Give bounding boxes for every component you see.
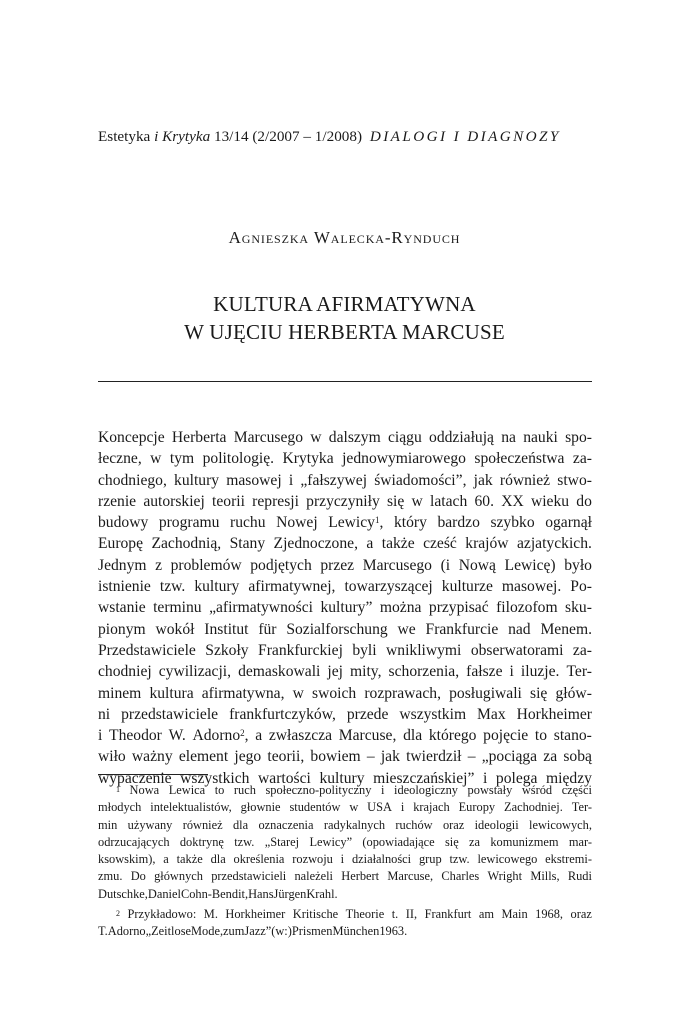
footnote-line: $^1$ Nowa Lewica to ruch społeczno-polityczny i ideologiczny powstały wśród części [116, 783, 592, 797]
footnote-rule [98, 774, 208, 775]
body-line: wiło ważny element jego teorii, bowiem – jak twierdził – „pociąga za sobą [98, 748, 592, 766]
body-line: Koncepcje Herberta Marcusego w dalszym ciągu oddziałują na nauki spo- [98, 429, 592, 446]
running-header [98, 127, 598, 147]
footnote-line: $^2$ Przykładowo: M. Horkheimer Kritische Theorie t. II, Frankfurt am Main 1968, oraz [116, 907, 592, 922]
journal-name-italic: i Krytyka [154, 128, 211, 145]
body-line: łeczne, w tym politologię. Krytyka jednowymiarowego społeczeństwa za- [98, 450, 592, 468]
body-line: budowy programu ruchu Nowej Lewicy$^1$, który bardzo szybko ogarnął [98, 514, 592, 532]
body-line: pionym wokół Institut für Sozialforschung we Frankfurcie nad Menem. [98, 620, 592, 638]
body-line: Przedstawiciele Szkoły Frankfurckiej byli wnikliwymi obserwatorami za- [98, 641, 592, 659]
body-line: Europę Zachodnią, Stany Zjednoczone, a także cześć krajów azjatyckich. [98, 535, 592, 553]
title-line-2: W UJĘCIU HERBERTA MARCUSE [184, 320, 505, 344]
body-line: minem kultura afirmatywna, w swoich rozprawach, posługiwali się głów- [98, 684, 592, 702]
title-rule [98, 381, 592, 382]
section-name: DIALOGI I DIAGNOZY [369, 128, 561, 145]
body-line: istnienie tzw. kultury afirmatywnej, towarzyszącej kulturze masowej. Po- [98, 578, 592, 596]
issue-info: 13/14 (2/2007 – 1/2008) [210, 128, 363, 145]
body-line: chodniej cywilizacji, demaskowali jej mity, schorzenia, fałsze i iluzje. Ter- [98, 663, 592, 681]
body-paragraph [98, 427, 592, 789]
footnote-line: młodych intelektualistów, głownie studentów w USA i krajach Europy Zachodniej. Ter- [98, 800, 592, 815]
footnote-line: Dutschke, Daniel Cohn-Bendit, Hans Jürgen Krahl. [98, 886, 338, 901]
author-name: Agnieszka Walecka-Rynduch [228, 228, 461, 247]
footnote-line: odrzucających doktrynę tzw. „Starej Lewicy” (opowiadające się za komunizmem mar- [98, 834, 592, 849]
journal-name: Estetyka [98, 128, 155, 145]
footnote-line: zmu. Do głównych przedstawicieli należeli Herbert Marcuse, Charles Wright Mills, Rudi [98, 869, 592, 884]
body-line: chodniego, kultury masowej i „fałszywej świadomości”, jak również stwo- [98, 471, 592, 489]
body-line: wstanie terminu „afirmatywności kultury” można przypisać filozofom sku- [98, 599, 592, 617]
body-line: wypaczenie wszystkich wartości kultury mieszczańskiej” i polega między [98, 769, 592, 787]
body-line: i Theodor W. Adorno$^2$, a zwłaszcza Marcuse, dla którego pojęcie to stano- [98, 727, 592, 745]
body-line: Jednym z problemów podjętych przez Marcusego (i Nową Lewicę) było [98, 556, 592, 574]
footnote-line: ksowskim), a także dla określenia rozwoju i działalności grup tzw. lewicowego ekstremi- [98, 852, 592, 867]
body-line: ni przedstawiciele frankfurtczyków, przede wszystkim Max Horkheimer [98, 705, 592, 723]
footnote-line: T. Adorno „Zeitlose Mode, zum Jazz” (w:) Prismen München 1963. [98, 924, 408, 939]
title-line-1: KULTURA AFIRMATYWNA [213, 292, 476, 316]
body-line: rzenie autorskiej teorii represji przyczyniły się w latach 60. XX wieku do [98, 492, 592, 510]
footnote-line: min używany również dla oznaczenia radykalnych ruchów oraz ideologii lewicowych, [98, 817, 592, 832]
article-title [0, 290, 689, 346]
footnotes [98, 782, 592, 941]
